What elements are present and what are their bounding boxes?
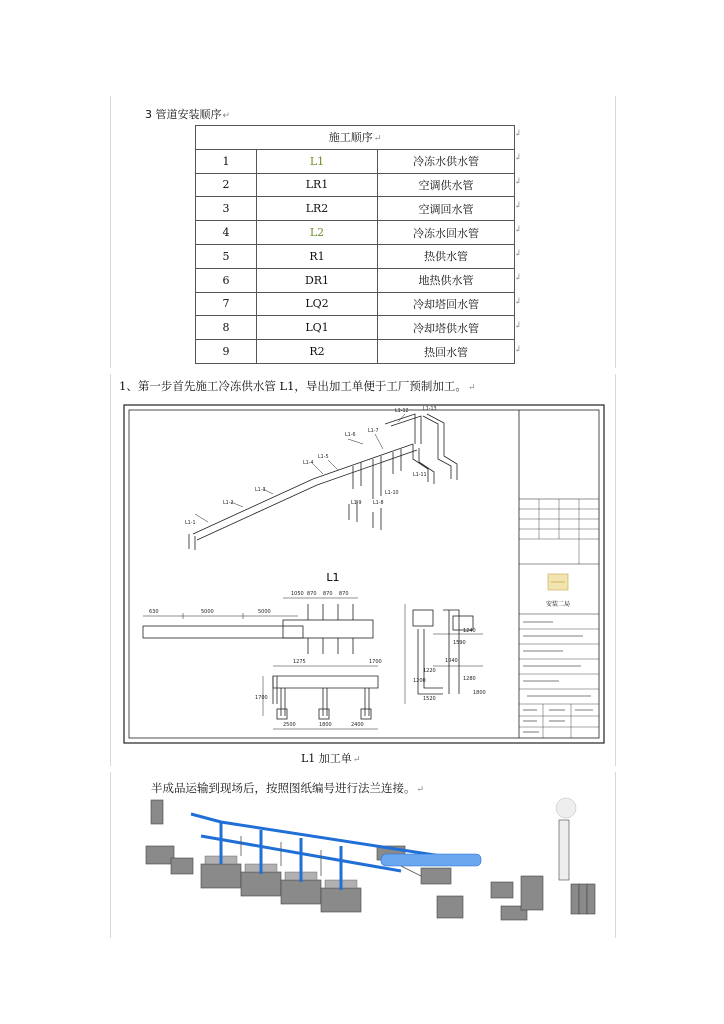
cell-end-mark: ↲ <box>514 177 522 187</box>
pipe-callout: L1-6 <box>345 433 356 438</box>
cell-end-mark: ↲ <box>514 129 522 139</box>
pipe-callout: L1-10 <box>385 491 399 496</box>
dimension-label: 1700 <box>255 695 268 701</box>
pipe-code: R1 <box>257 244 378 268</box>
dimension-label: 870 <box>323 591 333 597</box>
drawing-section <box>110 374 616 766</box>
cell-end-mark: ↲ <box>514 153 522 163</box>
dimension-label: 5000 <box>201 609 214 615</box>
row-number: 4 <box>196 221 257 245</box>
pipe-callout: L1-7 <box>368 429 379 434</box>
dimension-label: 1040 <box>445 658 458 664</box>
table-row <box>196 221 515 245</box>
row-number: 1 <box>196 149 257 173</box>
pipe-code: LQ1 <box>257 316 378 340</box>
row-number: 9 <box>196 340 257 364</box>
table-row <box>196 340 515 364</box>
dimension-label: 1275 <box>293 659 306 665</box>
table-row <box>196 268 515 292</box>
pipe-code: R2 <box>257 340 378 364</box>
drawing-caption: L1 加工单↵ <box>301 752 361 765</box>
assembly-3d-view <box>141 796 611 934</box>
pipe-callout: L1-3 <box>255 488 266 493</box>
cell-end-mark: ↲ <box>514 321 522 331</box>
table-row <box>196 197 515 221</box>
sequence-table <box>195 125 515 364</box>
pipe-callout: L1-5 <box>318 455 329 460</box>
drawing-label: L1 <box>326 571 340 584</box>
table-row <box>196 149 515 173</box>
dimension-label: 1800 <box>473 690 486 696</box>
row-number: 2 <box>196 173 257 197</box>
section-title: 3 管道安装顺序↵ <box>145 108 231 121</box>
pipe-code: L1 <box>257 149 378 173</box>
sequence-section <box>110 96 616 368</box>
pipe-callout: L1-9 <box>351 501 362 506</box>
step3-text: 半成品运输到现场后，按照图纸编号进行法兰连接。↵ <box>151 781 425 795</box>
row-number: 8 <box>196 316 257 340</box>
pipe-name: 冷冻水回水管 <box>378 221 515 245</box>
pipe-name: 热回水管 <box>378 340 515 364</box>
pipe-callout: L1-12 <box>395 409 409 414</box>
row-number: 6 <box>196 268 257 292</box>
pipe-name: 冷冻水供水管 <box>378 149 515 173</box>
dimension-label: 1800 <box>319 722 332 728</box>
table-row <box>196 292 515 316</box>
pipe-callout: L1-8 <box>373 501 384 506</box>
table-row <box>196 244 515 268</box>
dimension-label: 5000 <box>258 609 271 615</box>
cell-end-mark: ↲ <box>514 225 522 235</box>
cell-end-mark: ↲ <box>514 297 522 307</box>
pipe-name: 冷却塔供水管 <box>378 316 515 340</box>
cell-end-mark: ↲ <box>514 249 522 259</box>
pipe-name: 空调供水管 <box>378 173 515 197</box>
pipe-callout: L1-4 <box>303 461 314 466</box>
pipe-code: DR1 <box>257 268 378 292</box>
pipe-name: 冷却塔回水管 <box>378 292 515 316</box>
cell-end-mark: ↲ <box>514 273 522 283</box>
assembly-section <box>110 772 616 938</box>
cell-end-mark: ↲ <box>514 345 522 355</box>
pipe-name: 空调回水管 <box>378 197 515 221</box>
dimension-label: 1520 <box>423 696 436 702</box>
row-number: 7 <box>196 292 257 316</box>
row-number: 3 <box>196 197 257 221</box>
pipe-name: 地热供水管 <box>378 268 515 292</box>
pipe-code: L2 <box>257 221 378 245</box>
dimension-label: 870 <box>307 591 317 597</box>
pipe-callout: L1-1 <box>185 521 196 526</box>
table-header: 施工顺序↵ <box>196 126 515 150</box>
dimension-label: 630 <box>149 609 159 615</box>
row-number: 5 <box>196 244 257 268</box>
pipe-code: LR1 <box>257 173 378 197</box>
dimension-label: 1220 <box>423 668 436 674</box>
pipe-callout: L1-13 <box>423 407 437 412</box>
pipe-code: LQ2 <box>257 292 378 316</box>
dimension-label: 2500 <box>283 722 296 728</box>
dimension-label: 1590 <box>453 640 466 646</box>
dimension-label: 2400 <box>351 722 364 728</box>
pipe-code: LR2 <box>257 197 378 221</box>
dimension-label: 1240 <box>463 628 476 634</box>
step1-text: 1、第一步首先施工冷冻供水管 L1，导出加工单便于工厂预制加工。↵ <box>119 379 476 393</box>
pipe-callout: L1-11 <box>413 473 427 478</box>
table-header-row <box>196 126 515 150</box>
pipe-name: 热供水管 <box>378 244 515 268</box>
table-row <box>196 316 515 340</box>
company-label: 安装二局 <box>545 601 571 608</box>
dimension-label: 870 <box>339 591 349 597</box>
dimension-label: 1050 <box>291 591 304 597</box>
l1-shop-drawing <box>123 404 605 744</box>
pipe-callout: L1-2 <box>223 501 234 506</box>
dimension-label: 1700 <box>369 659 382 665</box>
table-row <box>196 173 515 197</box>
cell-end-mark: ↲ <box>514 201 522 211</box>
dimension-label: 1200 <box>413 678 426 684</box>
dimension-label: 1280 <box>463 676 476 682</box>
